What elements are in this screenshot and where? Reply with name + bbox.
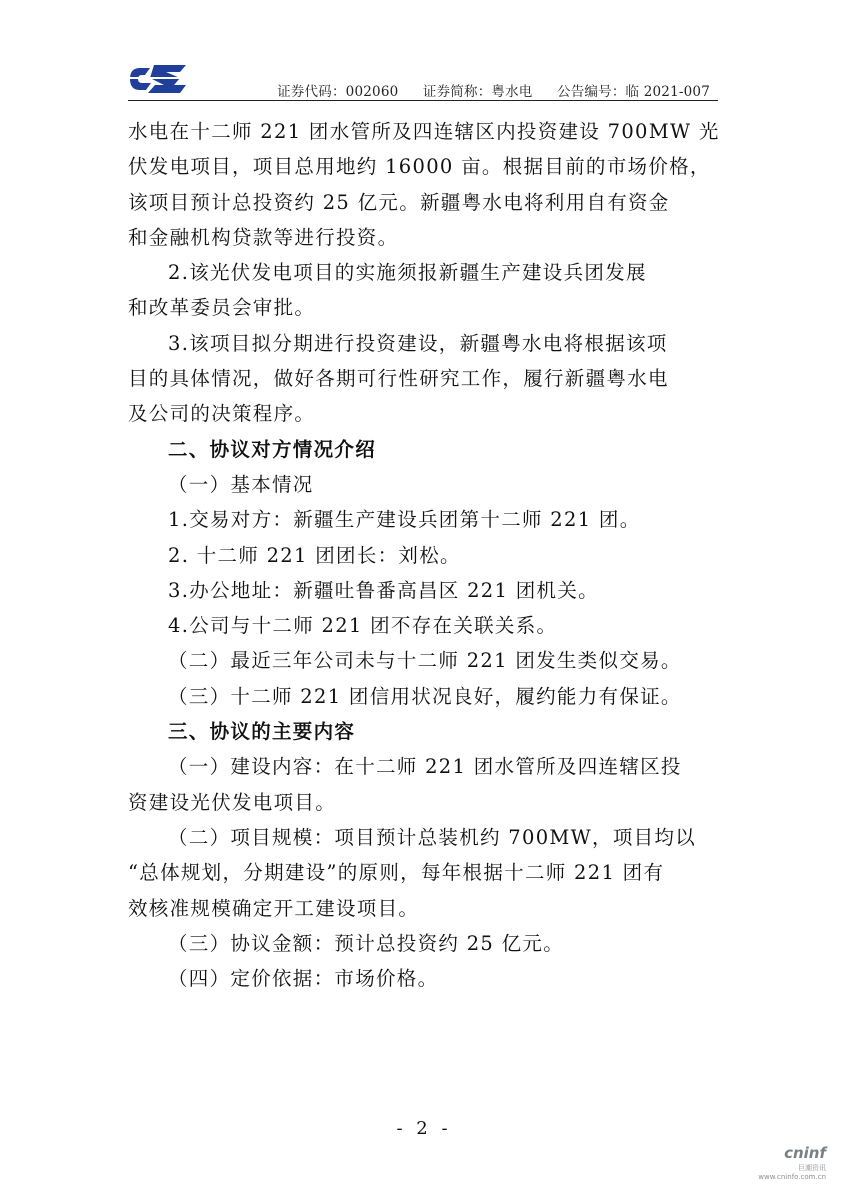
text-line: 3.该项目拟分期进行投资建设，新疆粤水电将根据该项 (168, 331, 668, 355)
text-line: 伏发电项目，项目总用地约 16000 亩。根据目前的市场价格， (128, 155, 711, 179)
text-line: 该项目预计总投资约 25 亿元。新疆粤水电将利用自有资金 (128, 190, 670, 214)
header-info (257, 80, 710, 100)
text-line: （三）十二师 221 团信用状况良好，履约能力有保证。 (168, 684, 682, 708)
text-line: （二）项目规模：项目预计总装机约 700MW，项目均以 (168, 825, 697, 849)
header-divider (128, 100, 718, 101)
cninfo-name: 巨潮资讯 (798, 1164, 826, 1172)
text-line: 1.交易对方：新疆生产建设兵团第十二师 221 团。 (168, 508, 641, 532)
text-line: 和金融机构贷款等进行投资。 (128, 225, 399, 249)
text-line: 及公司的决策程序。 (128, 402, 316, 426)
stock-code: 证券代码：002060 (277, 84, 399, 100)
section-heading: 三、协议的主要内容 (168, 720, 356, 744)
page-header (128, 62, 718, 102)
cninfo-url: www.cninfo.com.cn (758, 1173, 826, 1181)
text-line: 2.该光伏发电项目的实施须报新疆生产建设兵团发展 (168, 261, 647, 285)
text-line: （三）协议金额：预计总投资约 25 亿元。 (168, 931, 565, 955)
text-line: （一）建设内容：在十二师 221 团水管所及四连辖区投 (168, 755, 682, 779)
text-line: 目的具体情况，做好各期可行性研究工作，履行新疆粤水电 (128, 367, 669, 391)
page-number: - 2 - (396, 1118, 452, 1139)
text-line: 水电在十二师 221 团水管所及四连辖区内投资建设 700MW 光 (128, 120, 720, 143)
text-line: （二）最近三年公司未与十二师 221 团发生类似交易。 (168, 649, 682, 673)
company-logo-icon (128, 62, 190, 96)
section-heading: 二、协议对方情况介绍 (168, 437, 377, 461)
document-body (128, 114, 728, 996)
text-line: 2. 十二师 221 团团长：刘松。 (168, 543, 461, 567)
text-line: （四）定价依据：市场价格。 (168, 967, 439, 991)
text-line: “总体规划，分期建设”的原则，每年根据十二师 221 团有 (128, 861, 665, 885)
subsection-heading: （一）基本情况 (168, 472, 314, 496)
text-line: 资建设光伏发电项目。 (128, 790, 337, 814)
cninfo-watermark (746, 1144, 826, 1186)
text-line: 和改革委员会审批。 (128, 296, 316, 320)
cninfo-logo: cninf (784, 1144, 826, 1162)
text-line: 3.办公地址：新疆吐鲁番高昌区 221 团机关。 (168, 578, 599, 602)
text-line: 4.公司与十二师 221 团不存在关联关系。 (168, 614, 558, 638)
text-line: 效核准规模确定开工建设项目。 (128, 896, 420, 920)
stock-name: 证券简称：粤水电 (422, 84, 533, 100)
notice-number: 公告编号：临 2021-007 (557, 84, 710, 100)
